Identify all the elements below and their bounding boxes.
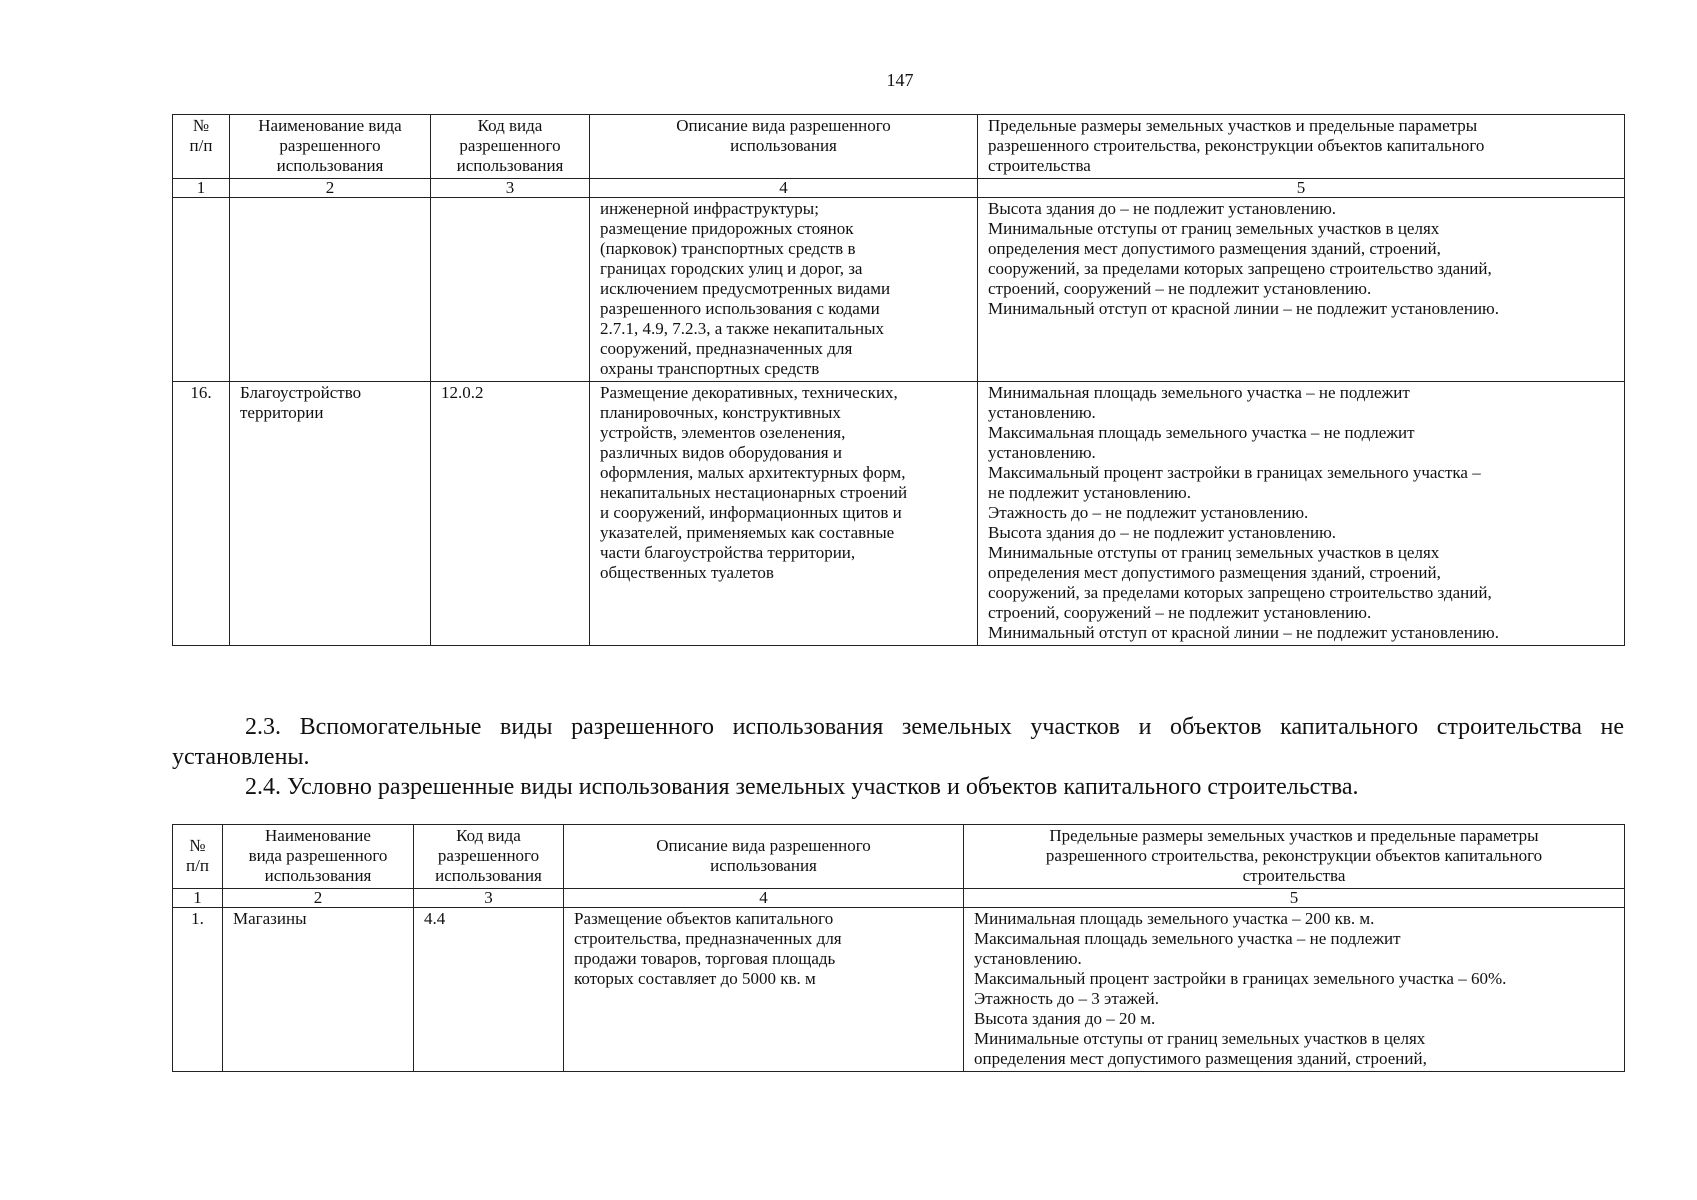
header-description: Описание вида разрешенного использования [590,115,978,179]
row-number: 1. [173,908,223,1072]
table-row [173,198,1625,382]
row-use-code: 4.4 [414,908,564,1072]
row-use-code [431,198,590,382]
page-number: 147 [886,70,914,90]
header-use-code: Код вида разрешенного использования [414,825,564,889]
column-number: 1 [173,889,223,908]
column-number-row [173,889,1625,908]
row-description: инженерной инфраструктуры; размещение придорожных стоянок (парковок) транспортных средств в границах городских улиц и дорог, за исключением предусмотренных видами разрешенного использования с кодами 2.7.1, 4.9, 7.2.3, а также некапитальных сооружений, предназначенных для охраны транспортных средств [590,198,978,382]
row-description: Размещение декоративных, технических, планировочных, конструктивных устройств, элементов озеленения, различных видов оборудования и оформления, малых архитектурных форм, некапитальных нестационарных строений и сооружений, информационных щитов и указателей, применяемых как составные части благоустройства территории, общественных туалетов [590,382,978,646]
header-parameters: Предельные размеры земельных участков и предельные параметры разрешенного строительства, реконструкции объектов капитального строительства [964,825,1625,889]
header-parameters: Предельные размеры земельных участков и предельные параметры разрешенного строительства, реконструкции объектов капитального строительства [978,115,1625,179]
column-number: 2 [230,179,431,198]
column-number: 4 [564,889,964,908]
column-number: 1 [173,179,230,198]
header-use-name: Наименование вида разрешенного использования [223,825,414,889]
row-number [173,198,230,382]
paragraph-2-3: 2.3. Вспомогательные виды разрешенного использования земельных участков и объектов капитального строительства не установлены. [172,714,1624,770]
column-number: 4 [590,179,978,198]
header-number: № п/п [173,825,223,889]
header-number: № п/п [173,115,230,179]
conditional-use-table [172,824,1625,1072]
row-use-name: Магазины [223,908,414,1072]
table-row [173,382,1625,646]
column-number: 2 [223,889,414,908]
column-number: 3 [431,179,590,198]
row-parameters: Минимальная площадь земельного участка – 200 кв. м. Максимальная площадь земельного участка – не подлежит установлению. Максимальный процент застройки в границах земельного участка – 60%. Этажность до – 3 этажей. Высота здания до – 20 м. Минимальные отступы от границ земельных участков в целях определения мест допустимого размещения зданий, строений, [964,908,1625,1072]
row-use-name [230,198,431,382]
header-use-code: Код вида разрешенного использования [431,115,590,179]
row-parameters: Высота здания до – не подлежит установлению. Минимальные отступы от границ земельных участков в целях определения мест допустимого размещения зданий, строений, сооружений, за пределами которых запрещено строительство зданий, строений, сооружений – не подлежит установлению. Минимальный отступ от красной линии – не подлежит установлению. [978,198,1625,382]
row-parameters: Минимальная площадь земельного участка – не подлежит установлению. Максимальная площадь земельного участка – не подлежит установлению. Максимальный процент застройки в границах земельного участка – не подлежит установлению. Этажность до – не подлежит установлению. Высота здания до – не подлежит установлению. Минимальные отступы от границ земельных участков в целях определения мест допустимого размещения зданий, строений, сооружений, за пределами которых запрещено строительство зданий, строений, сооружений – не подлежит установлению. Минимальный отступ от красной линии – не подлежит установлению. [978,382,1625,646]
column-number-row [173,179,1625,198]
table-header-row [173,115,1625,179]
header-use-name: Наименование вида разрешенного использования [230,115,431,179]
table-row [173,908,1625,1072]
paragraph-2-4: 2.4. Условно разрешенные виды использования земельных участков и объектов капитального строительства. [245,774,1359,800]
column-number: 5 [978,179,1625,198]
table-header-row [173,825,1625,889]
column-number: 5 [964,889,1625,908]
header-description: Описание вида разрешенного использования [564,825,964,889]
row-use-name: Благоустройство территории [230,382,431,646]
row-description: Размещение объектов капитального строительства, предназначенных для продажи товаров, торговая площадь которых составляет до 5000 кв. м [564,908,964,1072]
permitted-use-table [172,114,1625,646]
row-number: 16. [173,382,230,646]
row-use-code: 12.0.2 [431,382,590,646]
column-number: 3 [414,889,564,908]
